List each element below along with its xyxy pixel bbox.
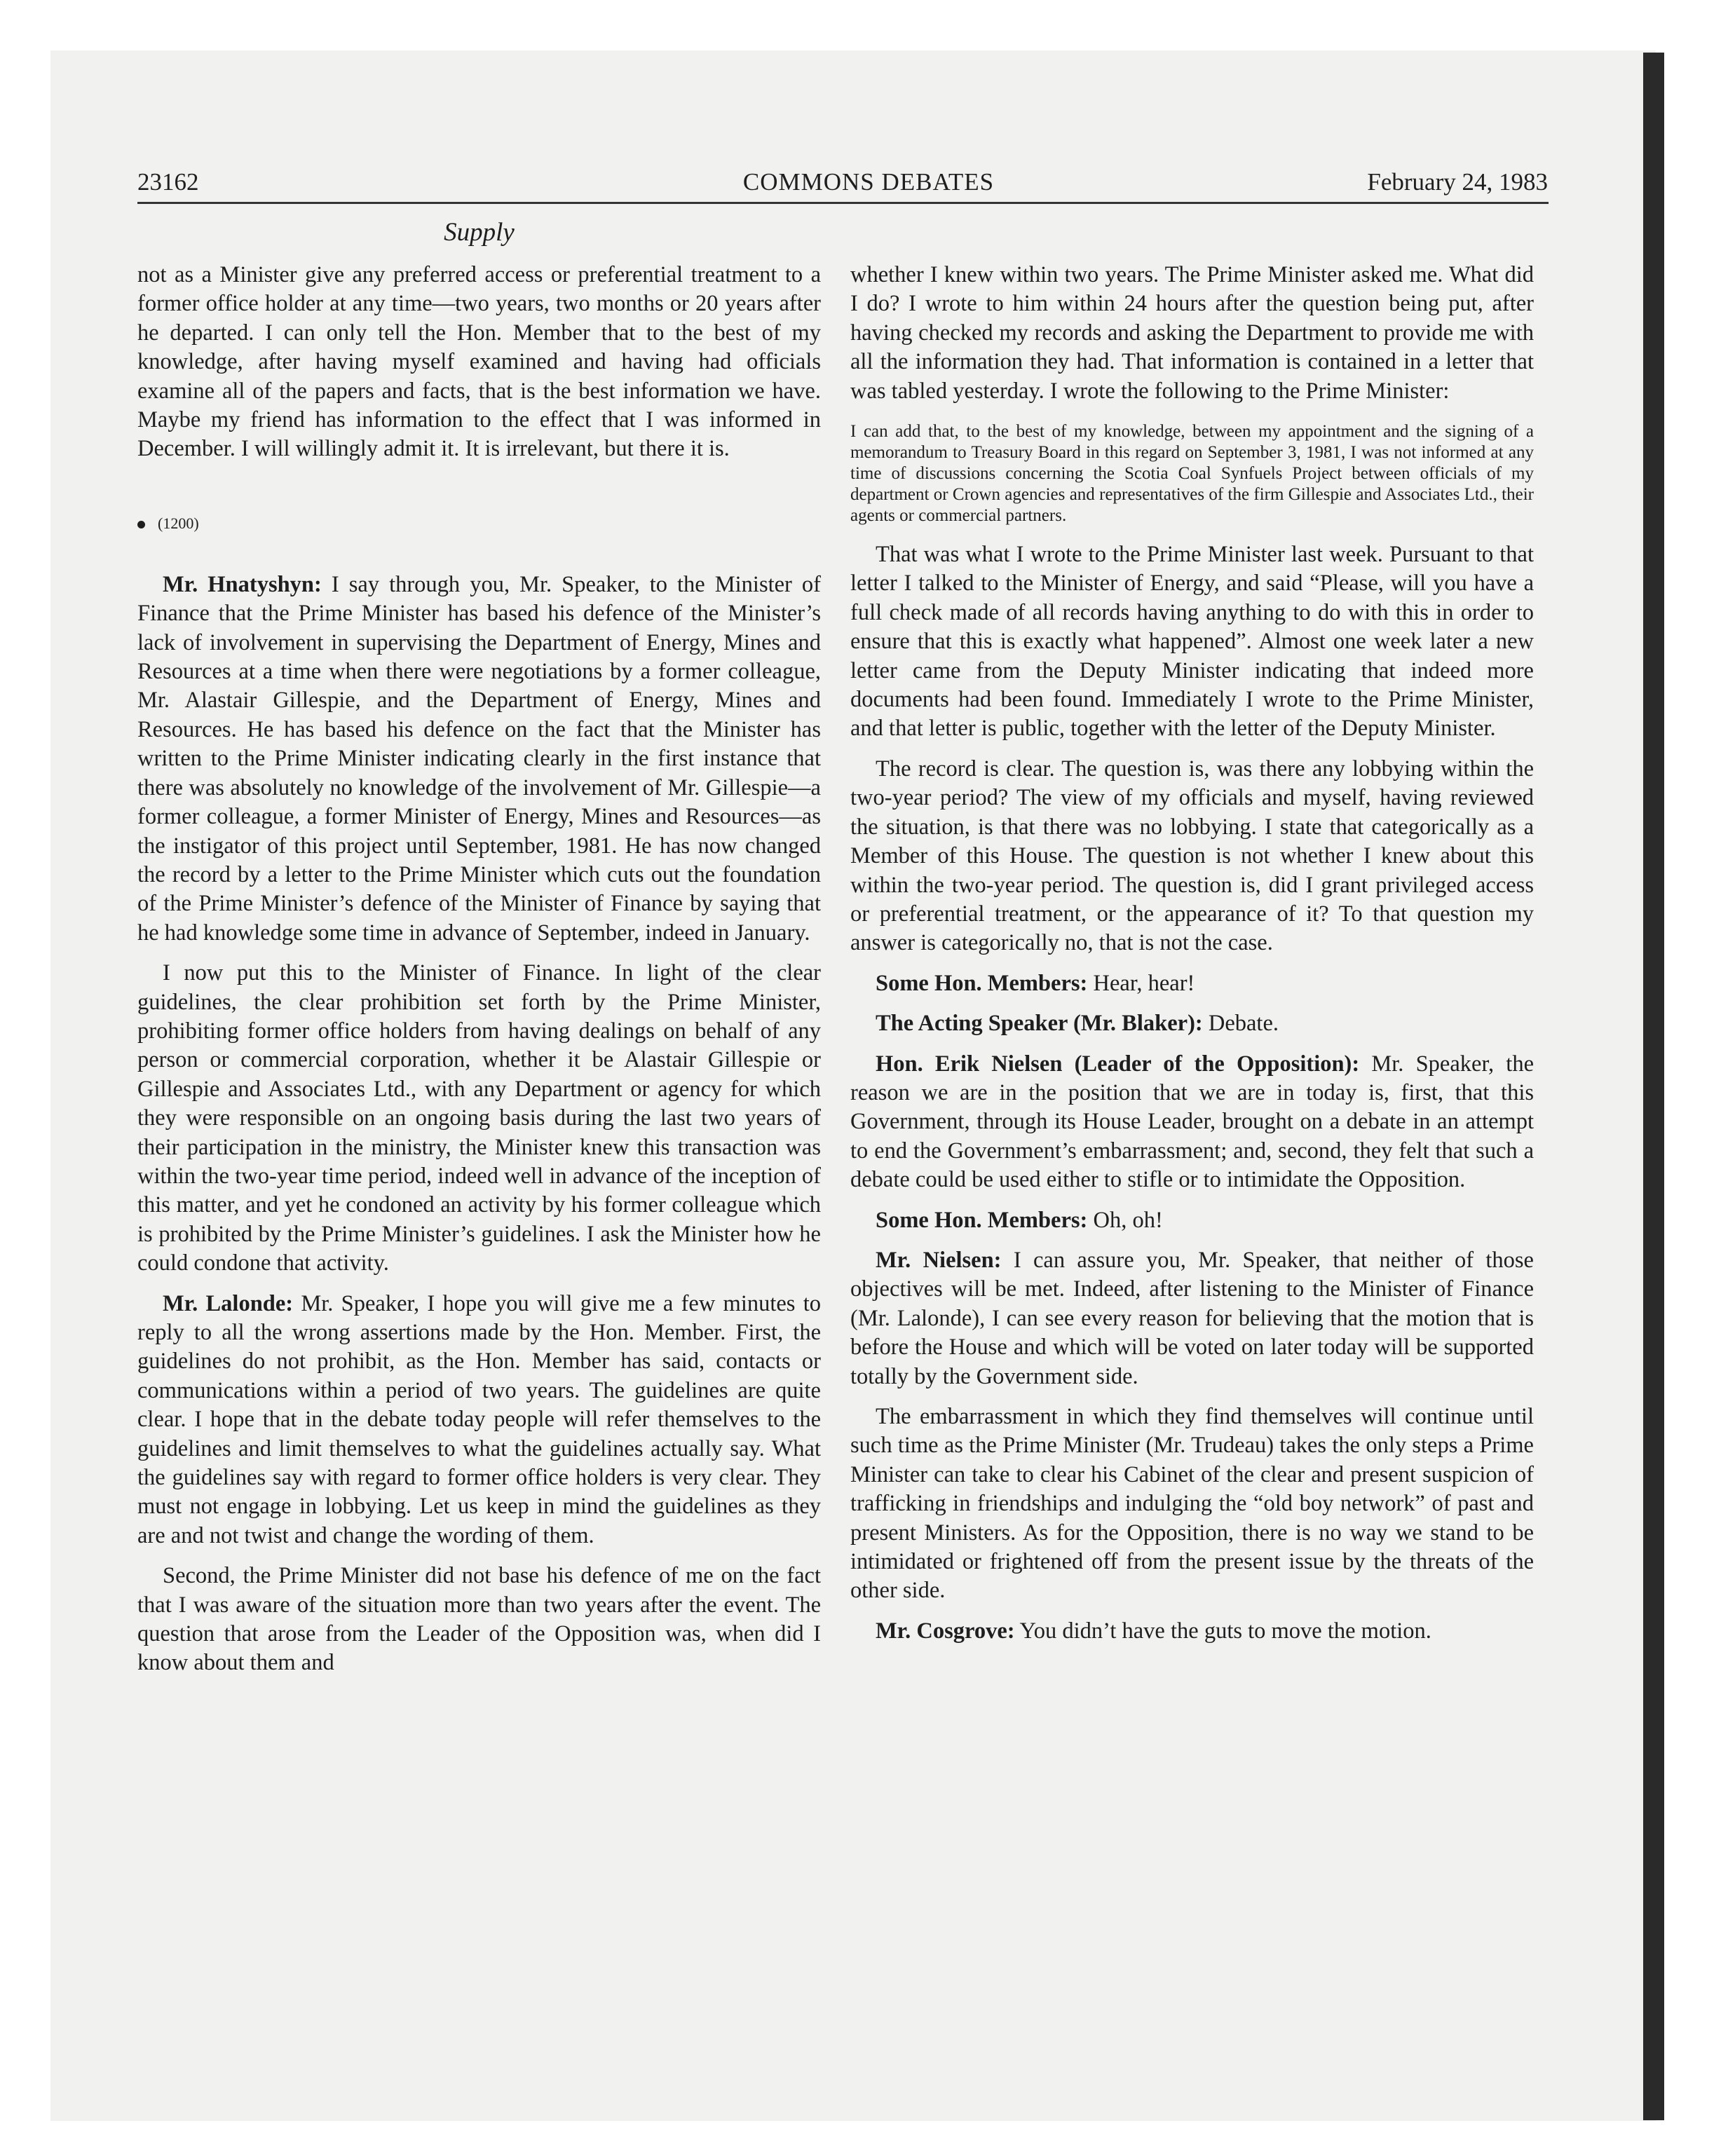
paragraph: I now put this to the Minister of Finance. In light of the clear guidelines, the clear prohibition set forth by the Prime Minister, prohibiting former office holders from having dealings on behalf of any person or commercial corporation, whether it be Alastair Gillespie or Gillespie and Associates Ltd., with any Department or agency for which they were responsible on an ongoing basis during the last two years of their participation in the ministry, the Minister knew this transaction was within the two-year time period, indeed well in advance of the inception of this matter, and yet he condoned an activity by his former colleague which is prohibited by the Prime Minister’s guidelines. I ask the Minister how he could condone that activity.: [137, 960, 821, 1276]
speech-text: You didn’t have the guts to move the motion.: [1014, 1618, 1431, 1644]
paragraph: That was what I wrote to the Prime Minister last week. Pursuant to that letter I talked to the Minister of Energy, and said “Please, will you have a full check made of all records having anything to do with this in order to ensure that this is exactly what happened”. Almost one week later a new letter came from the Deputy Minister indicating that indeed more documents had been found. Immediately I wrote to the Prime Minister, and that letter is public, together with the letter of the Deputy Minister.: [850, 542, 1534, 742]
scan-edge-bar: [1643, 53, 1664, 2120]
speech-text: Oh, oh!: [1087, 1207, 1163, 1233]
speech-text: Mr. Speaker, I hope you will give me a few minutes to reply to all the wrong assertions made by the Hon. Member. First, the guidelines do not prohibit, as the Hon. Member has said, contacts or communications within a period of two years. The guidelines are quite clear. I hope that in the debate today people will refer themselves to the guidelines and limit themselves to what the guidelines actually say. What the guidelines say with regard to former office holders is very clear. They must not engage in lobbying. Let us keep in mind the guidelines as they are and not twist and change the wording of them.: [137, 1290, 821, 1548]
bullet-icon: [137, 521, 145, 528]
speech-paragraph: [850, 1206, 1534, 1235]
speech-text: I say through you, Mr. Speaker, to the Minister of Finance that the Prime Minister has based his defence of the Minister’s lack of involvement in supervising the Department of Energy, Mines and Resources at a time when there were negotiations by a former colleague, Mr. Alastair Gillespie, and the Department of Energy, Mines and Resources. He has based his defence on the fact that the Minister has written to the Prime Minister indicating clearly in the first instance that there was absolutely no knowledge of the involvement of Mr. Gillespie—a former colleague, a former Minister of Energy, Mines and Resources—as the instigator of this project until September, 1981. He has now changed the record by a letter to the Prime Minister which cuts out the foundation of the Prime Minister’s defence of the Minister of Finance by saying that he had knowledge some time in advance of September, indeed in January.: [137, 571, 821, 946]
quoted-letter: I can add that, to the best of my knowledge, between my appointment and the signing of a memorandum to Treasury Board in this regard on September 3, 1981, I was not informed at any time of discussions concerning the Scotia Coal Synfuels Project between officials of my department or Crown agencies and representatives of the firm Gillespie and Associates Ltd., their agents or commercial partners.: [850, 422, 1534, 526]
speaker-name: Mr. Hnatyshyn:: [163, 571, 322, 597]
speech-paragraph: [850, 1246, 1534, 1391]
speech-paragraph: [850, 969, 1534, 998]
speaker-name: Hon. Erik Nielsen (Leader of the Opposition):: [876, 1051, 1360, 1077]
speaker-name: Mr. Cosgrove:: [876, 1618, 1015, 1644]
header-rule: [137, 202, 1549, 204]
speech-text: I can assure you, Mr. Speaker, that neither of those objectives will be met. Indeed, after listening to the Minister of Finance (Mr. Lalonde), I can see every reason for believing that the motion that is before the House and which will be voted on later today will be supported totally by the Government side.: [850, 1247, 1534, 1389]
running-title: COMMONS DEBATES: [742, 168, 995, 196]
left-column: [137, 261, 821, 1689]
section-title: Supply: [444, 218, 515, 247]
speech-paragraph: [137, 571, 821, 948]
paragraph: The embarrassment in which they find themselves will continue until such time as the Prime Minister (Mr. Trudeau) takes the only steps a Prime Minister can take to clear his Cabinet of the clear and present suspicion of trafficking in friendships and indulging the “old boy network” of past and present Ministers. As for the Opposition, there is no way we stand to be intimidated or frightened off from the present issue by the threats of the other side.: [850, 1404, 1534, 1604]
speech-text: Mr. Speaker, the reason we are in the position that we are in today is, first, that this Government, through its House Leader, brought on a debate in an attempt to end the Government’s embarrassment; and, second, they felt that such a debate could be used either to stifle or to intimidate the Opposition.: [850, 1051, 1534, 1193]
page-date: February 24, 1983: [1367, 168, 1548, 196]
time-marker: [137, 513, 821, 534]
speech-paragraph: [850, 1617, 1534, 1646]
speech-paragraph: [137, 1290, 821, 1551]
speaker-name: Mr. Lalonde:: [163, 1290, 294, 1316]
page-number: 23162: [137, 168, 199, 196]
paragraph: The record is clear. The question is, was there any lobbying within the two-year period? The view of my officials and myself, having reviewed the situation, is that there was no lobbying. I state that categorically as a Member of this House. The question is not whether I knew about this within the two-year period. The question is, did I grant privileged access or preferential treatment, or the appearance of it? To that question my answer is categorically no, that is not the case.: [850, 756, 1534, 956]
speech-paragraph: [850, 1009, 1534, 1038]
right-column: [850, 261, 1534, 1657]
paragraph: Second, the Prime Minister did not base his defence of me on the fact that I was aware of the situation more than two years after the event. The question that arose from the Leader of the Opposition was, when did I know about them and: [137, 1563, 821, 1676]
speech-paragraph: [850, 1050, 1534, 1195]
paragraph: not as a Minister give any preferred access or preferential treatment to a former office holder at any time—two years, two months or 20 years after he departed. I can only tell the Hon. Member that to the best of my knowledge, after having myself examined and having had officials examine all of the papers and facts, that is the best information we have. Maybe my friend has information to the effect that I was informed in December. I will willingly admit it. It is irrelevant, but there it is.: [137, 262, 821, 462]
speech-text: Debate.: [1202, 1011, 1279, 1037]
speech-text: Hear, hear!: [1087, 970, 1195, 996]
speaker-name: Some Hon. Members:: [876, 1207, 1088, 1233]
time-marker-label: (1200): [158, 514, 199, 532]
speaker-name: Some Hon. Members:: [876, 970, 1088, 996]
speaker-name: The Acting Speaker (Mr. Blaker):: [876, 1011, 1203, 1037]
speaker-name: Mr. Nielsen:: [876, 1247, 1002, 1273]
paragraph: whether I knew within two years. The Prime Minister asked me. What did I do? I wrote to him within 24 hours after the question being put, after having checked my records and asking the Department to provide me with all the information they had. That information is contained in a letter that was tabled yesterday. I wrote the following to the Prime Minister:: [850, 262, 1534, 404]
